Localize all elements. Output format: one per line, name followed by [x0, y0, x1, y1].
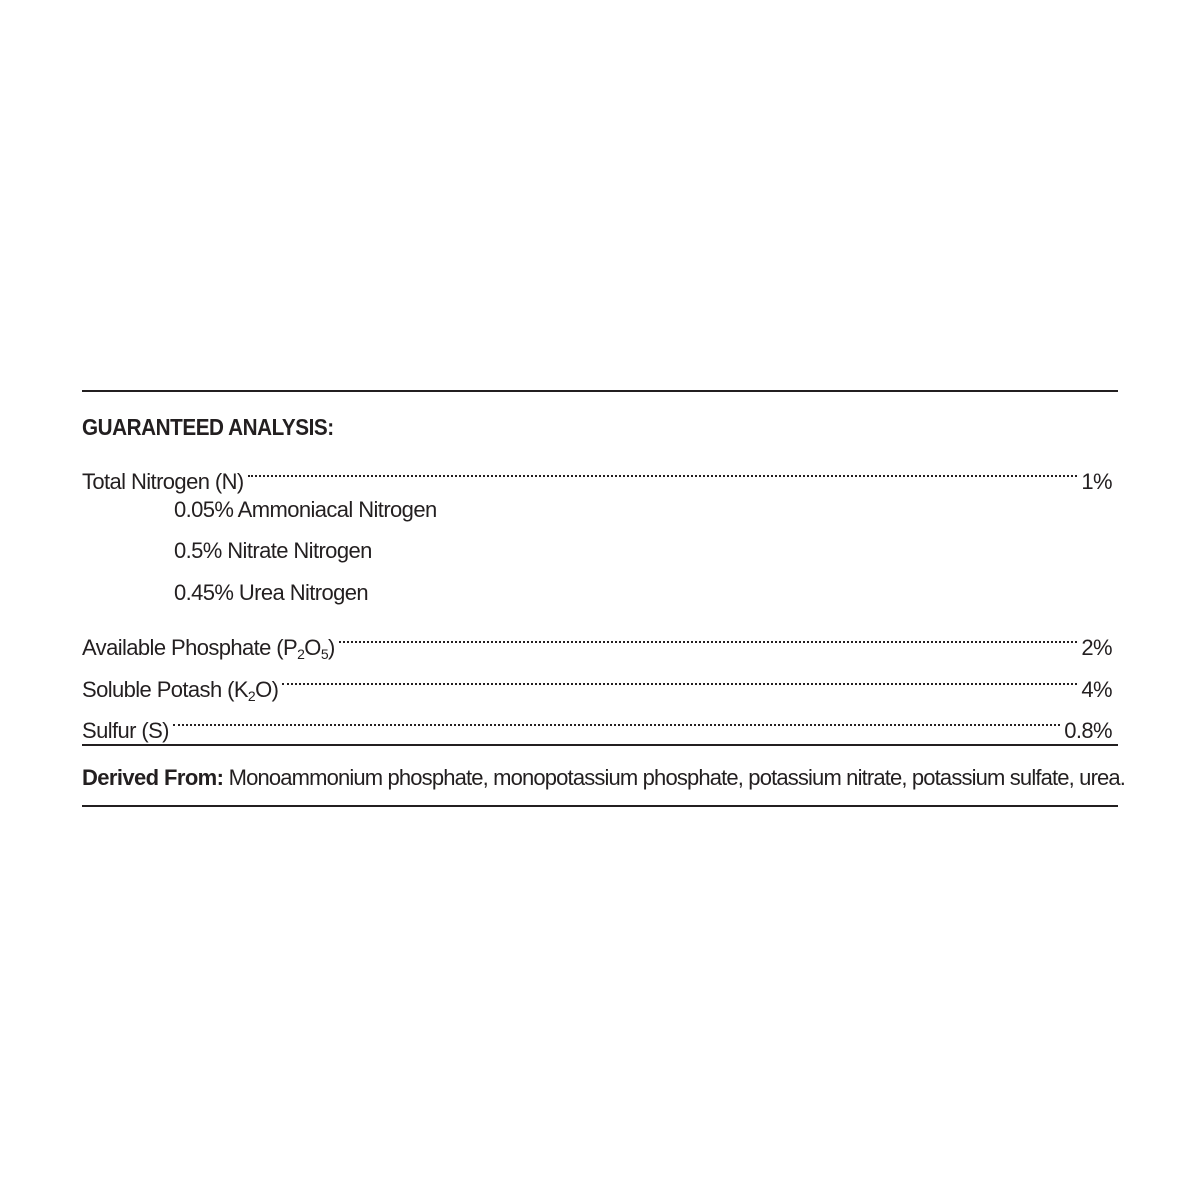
nutrient-value: 0.8%	[1064, 718, 1112, 744]
nutrient-value: 1%	[1081, 468, 1112, 494]
name-text: O	[304, 634, 321, 660]
nutrient-value: 2%	[1081, 634, 1112, 660]
nutrient-name: 0.5% Nitrate Nitrogen	[174, 538, 372, 564]
bottom-rule	[82, 805, 1118, 807]
dot-leader	[282, 655, 1077, 697]
guaranteed-analysis-panel	[82, 390, 1126, 807]
name-text: Soluble Potash (K	[82, 676, 248, 702]
nutrient-row-sulfur	[82, 697, 1118, 744]
derived-from-label: Derived From:	[82, 765, 224, 791]
name-text: Available Phosphate (P	[82, 634, 298, 660]
subscript: 2	[297, 645, 305, 662]
nutrient-name: 0.45% Urea Nitrogen	[174, 579, 369, 605]
subscript: 2	[247, 687, 256, 704]
nutrient-subrow-urea	[82, 572, 1118, 614]
name-text: O)	[255, 676, 279, 702]
derived-from-text: Monoammonium phosphate, monopotassium phosphate, potassium nitrate, potassium sulfate, urea.	[223, 765, 1126, 791]
nutrient-name: 0.05% Ammoniacal Nitrogen	[174, 496, 437, 522]
name-text: )	[328, 634, 335, 660]
nutrient-row-total-nitrogen	[82, 447, 1118, 494]
middle-rule	[82, 744, 1118, 746]
nutrient-name: Total Nitrogen (N)	[82, 468, 244, 494]
nutrient-subrow-ammoniacal	[82, 489, 1118, 531]
nutrient-name: Sulfur (S)	[82, 718, 169, 744]
analysis-heading: GUARANTEED ANALYSIS:	[82, 414, 334, 440]
nutrient-subrow-nitrate	[82, 530, 1118, 572]
nutrient-row-phosphate	[82, 613, 1118, 662]
nutrient-value: 4%	[1081, 676, 1112, 702]
nutrient-list	[82, 447, 1118, 744]
dot-leader	[248, 447, 1078, 489]
top-rule	[82, 390, 1118, 392]
dot-leader	[173, 697, 1060, 739]
derived-from-line	[82, 762, 1126, 794]
dot-leader	[339, 613, 1078, 655]
subscript: 5	[320, 645, 328, 662]
